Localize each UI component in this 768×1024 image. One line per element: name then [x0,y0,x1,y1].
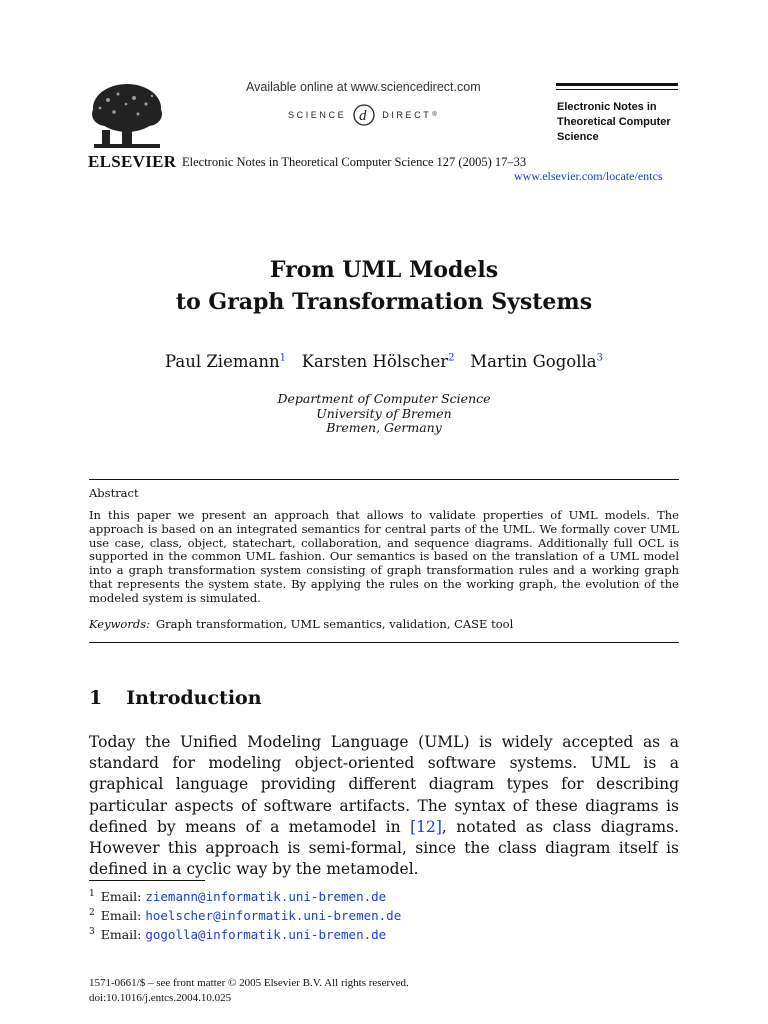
journal-box-title: Electronic Notes in Theoretical Computer Science [557,101,671,143]
abstract-bottom-rule [89,642,679,643]
registered-mark: ® [432,112,437,118]
abstract-top-rule [89,479,679,480]
author-name: Paul Ziemann [165,352,280,371]
footnote-number: 2 [89,908,95,919]
author-name: Martin Gogolla [470,352,597,371]
publisher-wordmark: ELSEVIER [88,152,177,171]
email-link[interactable]: gogolla@informatik.uni-bremen.de [145,927,387,943]
intro-text: Today the Unified Modeling Language (UML) is widely accepted as a standard for modeling object-oriented software systems. UML is a graphical language providing different diagram types for describing particular aspects of software artifacts. The syntax of these diagrams is defined by means of a metamodel in [89,733,679,836]
doi-line: doi:10.1016/j.entcs.2004.10.025 [89,992,232,1004]
intro-text-continued: , notated as class diagrams. However this approach is semi-formal, since the class diagram itself is defined in a cyclic way by the metamodel. [89,817,680,879]
journal-box-rule [556,89,678,90]
footnote-marker[interactable]: 2 [448,352,455,364]
affiliation-university: University of Bremen [316,405,452,421]
copyright-line: 1571-0661/$ – see front matter © 2005 Elsevier B.V. All rights reserved. [89,977,409,989]
svg-text:d: d [359,108,370,124]
affiliation-location: Bremen, Germany [326,420,442,435]
footnote-marker[interactable]: 3 [596,352,603,364]
journal-url-link[interactable]: www.elsevier.com/locate/entcs [514,169,663,183]
sciencedirect-left-text: SCIENCE [288,110,347,120]
journal-box-rule [556,83,678,86]
page-footer [89,976,409,1006]
citation-link[interactable]: [12] [410,817,442,836]
sciencedirect-logo [288,103,437,127]
email-link[interactable]: hoelscher@informatik.uni-bremen.de [145,908,402,924]
section-heading [89,687,262,709]
affiliation-department: Department of Computer Science [277,391,491,406]
author-name: Karsten Hölscher [301,352,449,371]
elsevier-tree-logo [88,80,166,158]
abstract-heading: Abstract [89,486,139,500]
footnotes [89,886,401,943]
available-online-text: Available online at www.sciencedirect.com [246,80,481,94]
paper-title [0,254,768,318]
introduction-paragraph [89,732,679,880]
journal-citation: Electronic Notes in Theoretical Computer Science 127 (2005) 17–33 [182,155,527,169]
section-title: Introduction [126,687,262,709]
abstract-body: In this paper we present an approach that allows to validate properties of UML models. The approach is based on an integrated semantics for central parts of the UML. We formally cover UML use case, class, object, statechart, collaboration, and sequence diagrams. Additionally full OCL is supported in the common UML fashion. Our semantics is based on the translation of a UML model into a graph transformation system consisting of graph transformation rules and a working graph that represents the system state. By applying the rules on the working graph, the evolution of the modeled system is simulated. [89,508,679,605]
footnote-label: Email: [100,927,142,943]
keywords [89,617,513,631]
footnote-label: Email: [100,889,142,905]
title-line-2: to Graph Transformation Systems [175,289,593,315]
footnote-number: 1 [89,889,95,899]
footnote-rule [89,880,205,881]
section-number: 1 [89,687,103,709]
footnote-label: Email: [100,908,142,924]
email-link[interactable]: ziemann@informatik.uni-bremen.de [145,889,387,905]
sciencedirect-right-text: DIRECT [382,110,432,120]
keywords-list: Graph transformation, UML semantics, validation, CASE tool [156,617,514,631]
footnote-marker[interactable]: 1 [279,352,286,364]
affiliation [0,392,768,436]
footnote [89,905,401,924]
footnote [89,924,401,943]
author-list [0,352,768,371]
keywords-label: Keywords: [89,617,150,631]
title-line-1: From UML Models [269,257,499,283]
footnote [89,886,401,905]
sciencedirect-emblem-icon [352,103,376,127]
footnote-number: 3 [89,927,95,938]
